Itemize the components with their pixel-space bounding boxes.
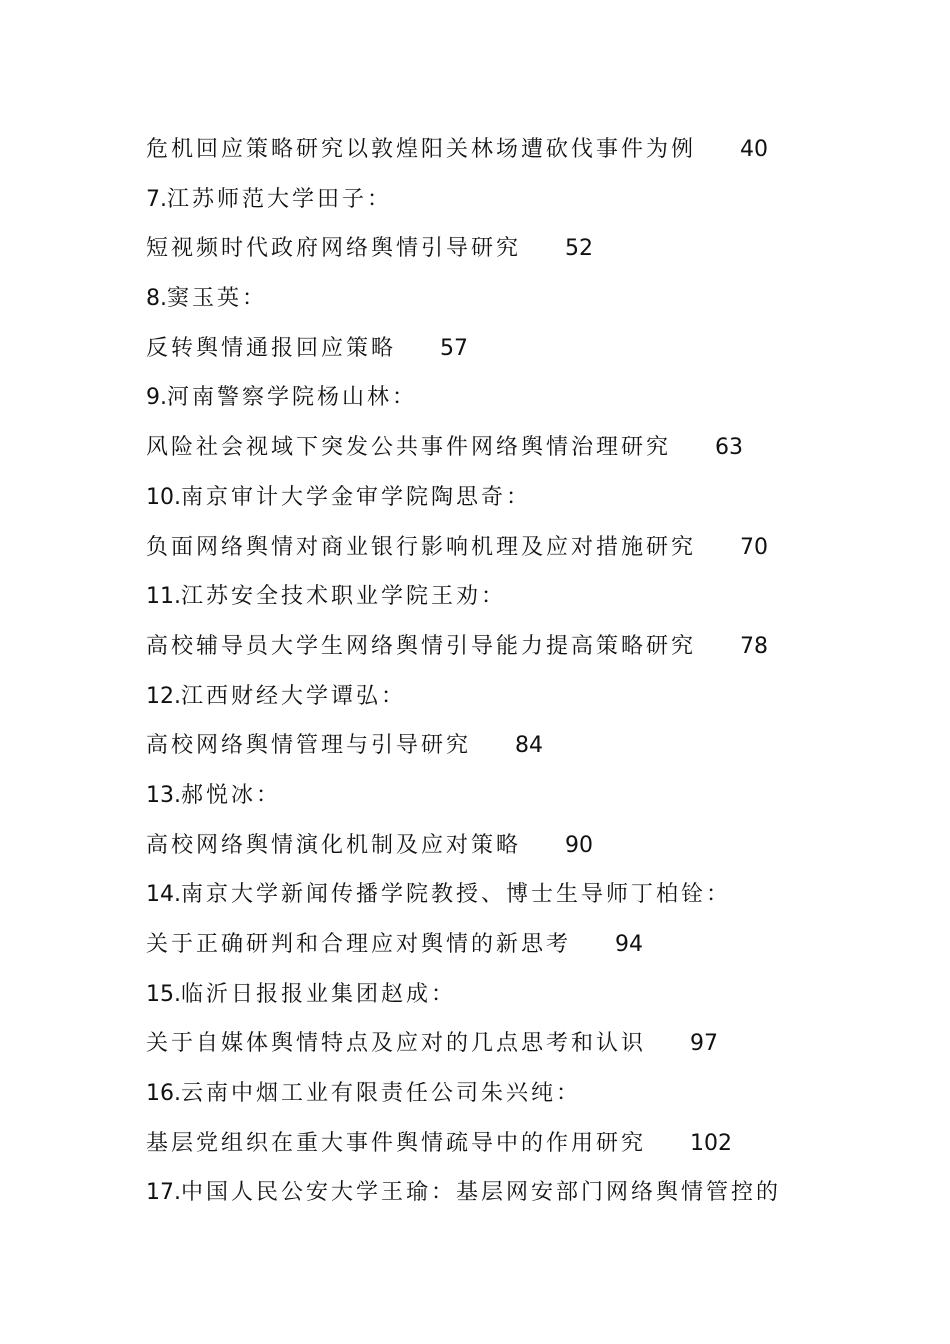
entry-title: 高校辅导员大学生网络舆情引导能力提高策略研究 — [146, 633, 697, 659]
entry-title: 风险社会视域下突发公共事件网络舆情治理研究 — [146, 435, 672, 461]
page-number: 97 — [690, 1031, 719, 1057]
page-number: 40 — [740, 137, 769, 162]
toc-entry-author — [146, 675, 826, 725]
entry-title: 负面网络舆情对商业银行影响机理及应对措施研究 — [146, 534, 697, 560]
toc-entry-author — [146, 1171, 826, 1221]
entry-number: 13. — [146, 782, 181, 808]
toc-entry-title — [146, 1122, 826, 1172]
page-number: 90 — [565, 832, 594, 858]
toc-entry-author — [146, 873, 826, 923]
toc-entry-title — [146, 327, 826, 377]
toc-entry-title — [146, 1022, 826, 1072]
toc-entry-author — [146, 476, 826, 526]
entry-author: 南京审计大学金审学院陶思奇： — [181, 484, 532, 510]
entry-number: 9. — [146, 385, 167, 411]
toc-entry-title — [146, 824, 826, 874]
entry-number: 15. — [146, 981, 181, 1007]
entry-title: 关于自媒体舆情特点及应对的几点思考和认识 — [146, 1031, 647, 1057]
entry-author: 河南警察学院杨山林： — [167, 385, 418, 411]
toc-entry-author — [146, 575, 826, 625]
toc-entry-title — [146, 227, 826, 277]
toc-entry-author — [146, 277, 826, 327]
entry-title: 基层党组织在重大事件舆情疏导中的作用研究 — [146, 1130, 647, 1156]
page-number: 102 — [690, 1130, 733, 1156]
page-number: 78 — [740, 633, 769, 659]
table-of-contents — [146, 128, 826, 1221]
entry-author: 云南中烟工业有限责任公司朱兴纯： — [181, 1081, 582, 1107]
entry-author: 临沂日报报业集团赵成： — [181, 981, 457, 1007]
toc-entry-title — [146, 923, 826, 973]
entry-title: 危机回应策略研究以敦煌阳关林场遭砍伐事件为例 — [146, 137, 697, 162]
entry-title: 反转舆情通报回应策略 — [146, 335, 397, 361]
entry-number: 16. — [146, 1081, 181, 1107]
entry-number: 7. — [146, 186, 167, 212]
toc-entry-title — [146, 526, 826, 576]
entry-author: 江苏师范大学田子： — [167, 186, 393, 212]
toc-entry-author — [146, 1072, 826, 1122]
entry-author: 中国人民公安大学王瑜：基层网安部门网络舆情管控的 — [181, 1180, 782, 1206]
entry-title: 高校网络舆情演化机制及应对策略 — [146, 832, 522, 858]
entry-author: 郝悦冰： — [181, 782, 282, 808]
entry-author: 窦玉英： — [167, 286, 268, 312]
toc-entry-author — [146, 973, 826, 1023]
page-number: 70 — [740, 534, 769, 560]
page-number: 52 — [565, 236, 594, 262]
entry-number: 12. — [146, 683, 181, 709]
entry-author: 江苏安全技术职业学院王劝： — [181, 584, 507, 610]
entry-author: 南京大学新闻传播学院教授、博士生导师丁柏铨： — [181, 882, 732, 908]
entry-title: 短视频时代政府网络舆情引导研究 — [146, 236, 522, 262]
entry-title: 关于正确研判和合理应对舆情的新思考 — [146, 932, 572, 957]
toc-entry-author — [146, 178, 826, 228]
page-number: 94 — [615, 932, 644, 957]
entry-number: 10. — [146, 484, 181, 510]
entry-number: 14. — [146, 882, 181, 908]
entry-author: 江西财经大学谭弘： — [181, 683, 407, 709]
toc-entry-title — [146, 426, 826, 476]
toc-entry-author — [146, 376, 826, 426]
entry-number: 8. — [146, 286, 167, 312]
toc-entry-title — [146, 625, 826, 675]
page-number: 84 — [515, 733, 544, 759]
toc-entry-author — [146, 774, 826, 824]
page-number: 57 — [440, 335, 469, 361]
entry-number: 17. — [146, 1180, 181, 1206]
toc-entry-title — [146, 724, 826, 774]
toc-entry-title — [146, 128, 826, 178]
page-number: 63 — [715, 435, 744, 461]
entry-title: 高校网络舆情管理与引导研究 — [146, 733, 472, 759]
entry-number: 11. — [146, 584, 181, 610]
